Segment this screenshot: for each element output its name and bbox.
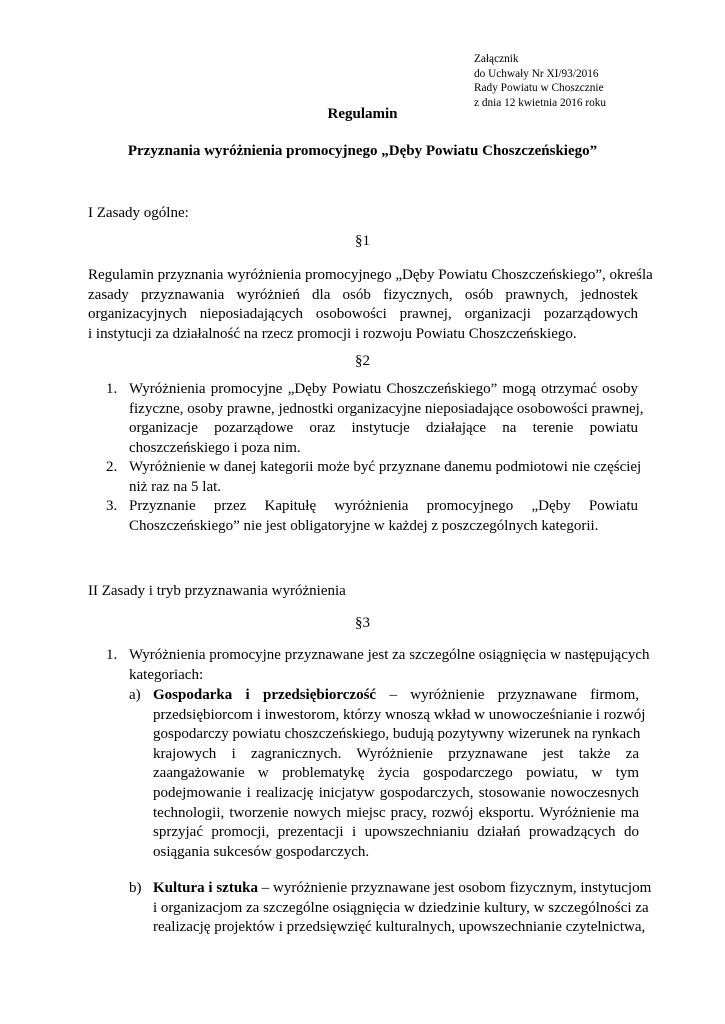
- paragraph-mark-1: §1: [355, 233, 370, 249]
- category-b: [129, 879, 652, 938]
- paragraph-line: organizacyjnych nieposiadających osobowości prawnej, organizacji pozarządowych: [88, 306, 638, 322]
- category-line: sprzyjać promocji, prezentacji i upowszechnianiu działań prowadzących do: [153, 824, 639, 841]
- list-line: Wyróżnienie w danej kategorii może być przyznane danemu podmiotowi nie częściej: [129, 459, 642, 475]
- category-letter: b): [129, 880, 142, 896]
- section-heading-general: I Zasady ogólne:: [88, 205, 189, 221]
- paragraph-line: i instytucji za działalność na rzecz promocji i rozwoju Powiatu Choszczeńskiego.: [88, 325, 577, 342]
- section-heading-rules: II Zasady i tryb przyznawania wyróżnienia: [88, 583, 346, 599]
- list-number: 3.: [106, 498, 118, 514]
- list-line: Wyróżnienia promocyjne przyznawane jest za szczególne osiągnięcia w następujących: [129, 647, 650, 663]
- attachment-note-line: do Uchwały Nr XI/93/2016: [474, 67, 599, 80]
- paragraph-mark-2: §2: [355, 353, 370, 369]
- list-number: 1.: [106, 381, 118, 397]
- category-line: krajowych i zagranicznych. Wyróżnienie przyznawane jest także za: [153, 745, 639, 762]
- paragraph-mark-3: §3: [355, 615, 370, 631]
- list-line: fizyczne, osoby prawne, jednostki organizacyjne nieposiadające osobowości prawnej,: [129, 400, 644, 417]
- category-item: [129, 686, 646, 862]
- paragraph-line: zasady przyznawania wyróżnień dla osób fizycznych, osób prawnych, jednostek: [88, 286, 638, 303]
- attachment-note-line: z dnia 12 kwietnia 2016 roku: [474, 96, 607, 109]
- paragraph-1: [88, 266, 653, 344]
- category-line: podejmowanie i realizację inicjatyw gospodarczych, stosowanie nowoczesnych: [153, 784, 639, 801]
- paragraph-line: Regulamin przyznania wyróżnienia promocyjnego „Dęby Powiatu Choszczeńskiego”, określa: [88, 267, 653, 283]
- paragraph-2-list: [106, 380, 644, 536]
- document-title: Regulamin: [327, 106, 398, 122]
- category-name: Gospodarka i przedsiębiorczość: [153, 687, 377, 703]
- list-item: [106, 646, 650, 685]
- category-line: gospodarczy powiatu choszczeńskiego, budują pozytywny wizerunek na rynkach: [153, 726, 641, 743]
- category-name: Kultura i sztuka: [153, 880, 259, 896]
- attachment-note-line: Rady Powiatu w Choszcznie: [474, 82, 604, 94]
- category-item: [129, 879, 652, 938]
- list-line: Przyznanie przez Kapitułę wyróżnienia promocyjnego „Dęby Powiatu: [129, 498, 638, 514]
- category-first-line-text: – wyróżnienie przyznawane jest osobom fizycznym, instytucjom: [258, 880, 652, 896]
- list-line: organizacje pozarządowe oraz instytucje działające na terenie powiatu: [129, 420, 638, 436]
- category-first-line: [153, 879, 652, 899]
- list-line: choszczeńskiego i poza nim.: [129, 439, 301, 456]
- list-item: [106, 497, 638, 536]
- list-number: 2.: [106, 459, 118, 475]
- list-item: [106, 380, 644, 458]
- list-line: niż raz na 5 lat.: [129, 478, 222, 495]
- list-number: 1.: [106, 647, 118, 663]
- category-line: realizację projektów i przedsięwzięć kulturalnych, upowszechnianie czytelnictwa,: [153, 919, 646, 936]
- list-line: kategoriach:: [129, 666, 204, 683]
- attachment-note-line: Załącznik: [474, 53, 519, 65]
- category-line: przedsiębiorcom i inwestorom, którzy wnoszą wkład w unowocześnianie i rozwój: [153, 706, 646, 723]
- list-line: Choszczeńskiego” nie jest obligatoryjne w każdej z poszczególnych kategorii.: [129, 517, 599, 534]
- category-line: osiągania sukcesów gospodarczych.: [153, 843, 370, 860]
- paragraph-3-list: [106, 646, 650, 685]
- category-line: i organizacjom za szczególne osiągnięcia w dziedzinie kultury, w szczególności za: [153, 899, 649, 916]
- attachment-note: [474, 52, 606, 110]
- category-letter: a): [129, 687, 141, 703]
- list-item: [106, 458, 642, 497]
- category-a: [129, 686, 646, 862]
- category-first-line: [153, 686, 639, 706]
- list-line: Wyróżnienia promocyjne „Dęby Powiatu Choszczeńskiego” mogą otrzymać osoby: [129, 381, 638, 397]
- document-subtitle: Przyznania wyróżnienia promocyjnego „Dęby Powiatu Choszczeńskiego”: [127, 143, 598, 159]
- category-line: technologii, tworzenie nowych miejsc pracy, rozwój eksportu. Wyróżnienie ma: [153, 804, 639, 821]
- category-first-line-text: – wyróżnienie przyznawane firmom,: [376, 687, 639, 703]
- category-line: zaangażowanie w problematykę życia gospodarczego powiatu, w tym: [153, 765, 639, 782]
